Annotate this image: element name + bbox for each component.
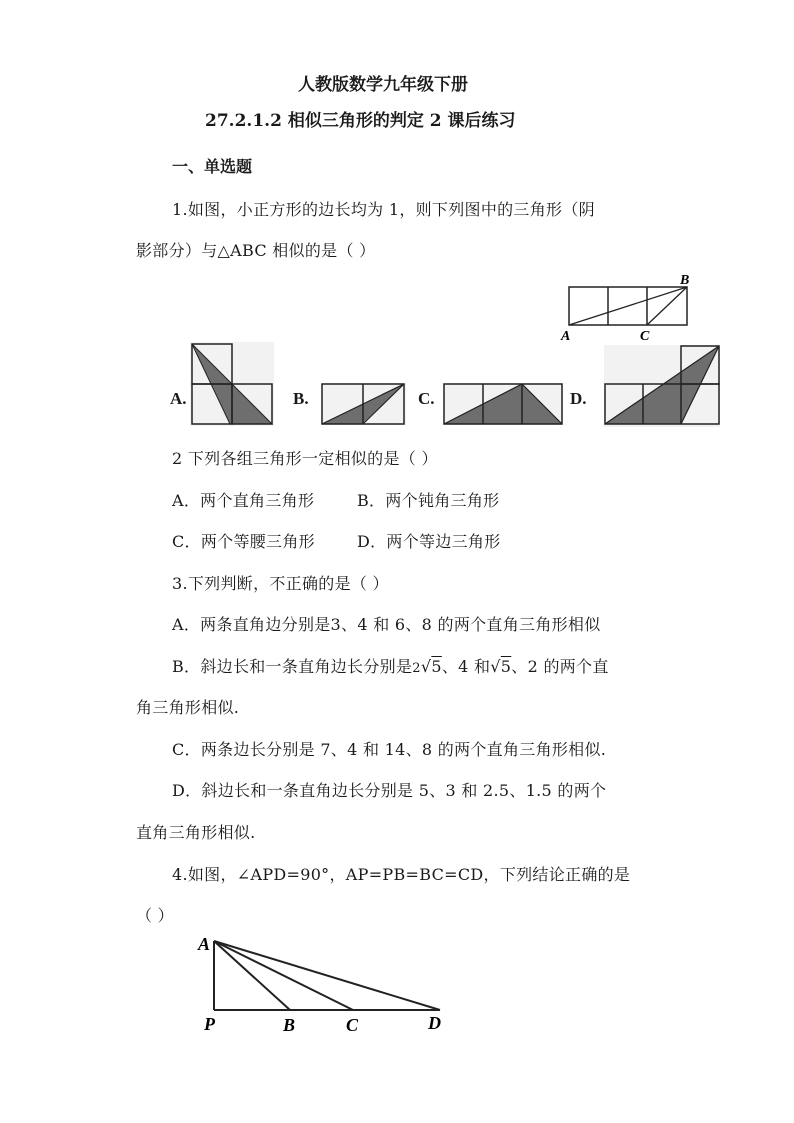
q3-option-d-line2: 直角三角形相似.: [136, 823, 256, 842]
q4-label-c: C: [346, 1015, 359, 1035]
q3-option-a: A．两条直角边分别是3、4 和 6、8 的两个直角三角形相似: [172, 615, 601, 634]
q3-option-b-coef: 2: [412, 661, 421, 676]
q3-option-b-pre: B．斜边长和一条直角边长分别是: [172, 657, 413, 676]
q3-option-b-radicand1: 5: [431, 657, 442, 676]
q2-stem: 2 下列各组三角形一定相似的是（ ）: [172, 449, 438, 468]
q1-option-a-label: A.: [170, 389, 187, 408]
q1-label-b: B: [680, 273, 690, 288]
q4-stem-line1: 4.如图，∠APD=90°，AP=PB=BC=CD，下列结论正确的是: [172, 865, 631, 884]
q3-option-b-post: 、2 的两个直: [511, 657, 609, 676]
q4-label-b: B: [283, 1015, 296, 1035]
q1-option-b-figure: [320, 382, 408, 428]
page-subtitle: 27.2.1.2 相似三角形的判定 2 课后练习: [205, 111, 516, 131]
q1-stem-line2: 影部分）与△ABC 相似的是（ ）: [136, 241, 376, 260]
q2-option-a: A．两个直角三角形: [172, 491, 315, 510]
q1-option-a-figure: [190, 342, 275, 427]
q3-option-b-line2: 角三角形相似.: [136, 698, 240, 717]
q3-stem: 3.下列判断，不正确的是（ ）: [172, 574, 389, 593]
q3-option-b-mid: 、4 和: [441, 657, 491, 676]
q3-option-d-line1: D．斜边长和一条直角边长分别是 5、3 和 2.5、1.5 的两个: [172, 781, 607, 800]
q3-option-b-radicand2: 5: [500, 657, 512, 676]
q1-label-c: C: [640, 329, 650, 344]
q2-option-b: B．两个钝角三角形: [357, 491, 500, 510]
q1-label-a: A: [561, 329, 571, 344]
section-heading: 一、单选题: [172, 157, 253, 176]
q4-label-p: P: [204, 1014, 215, 1034]
q1-stem-line1: 1.如图，小正方形的边长均为 1，则下列图中的三角形（阴: [172, 200, 595, 219]
q2-option-c: C．两个等腰三角形: [172, 532, 315, 551]
sqrt-symbol-icon: √: [490, 657, 501, 676]
q1-reference-figure: [560, 270, 700, 345]
q4-label-a: A: [198, 934, 211, 954]
q4-figure: [195, 930, 455, 1040]
q1-option-c-label: C.: [418, 389, 435, 408]
q1-option-d-figure: [603, 344, 721, 428]
q3-option-c: C．两条边长分别是 7、4 和 14、8 的两个直角三角形相似.: [172, 740, 607, 759]
q1-option-c-figure: [442, 382, 564, 428]
q4-stem-line2: （ ）: [136, 906, 174, 925]
q1-option-d-label: D.: [570, 389, 587, 408]
q4-label-d: D: [428, 1013, 441, 1033]
q3-option-b-line1: [172, 654, 609, 677]
sqrt-symbol-icon: √: [420, 657, 432, 676]
q1-option-b-label: B.: [293, 389, 309, 408]
q2-option-d: D．两个等边三角形: [357, 532, 501, 551]
page-title: 人教版数学九年级下册: [298, 75, 468, 95]
